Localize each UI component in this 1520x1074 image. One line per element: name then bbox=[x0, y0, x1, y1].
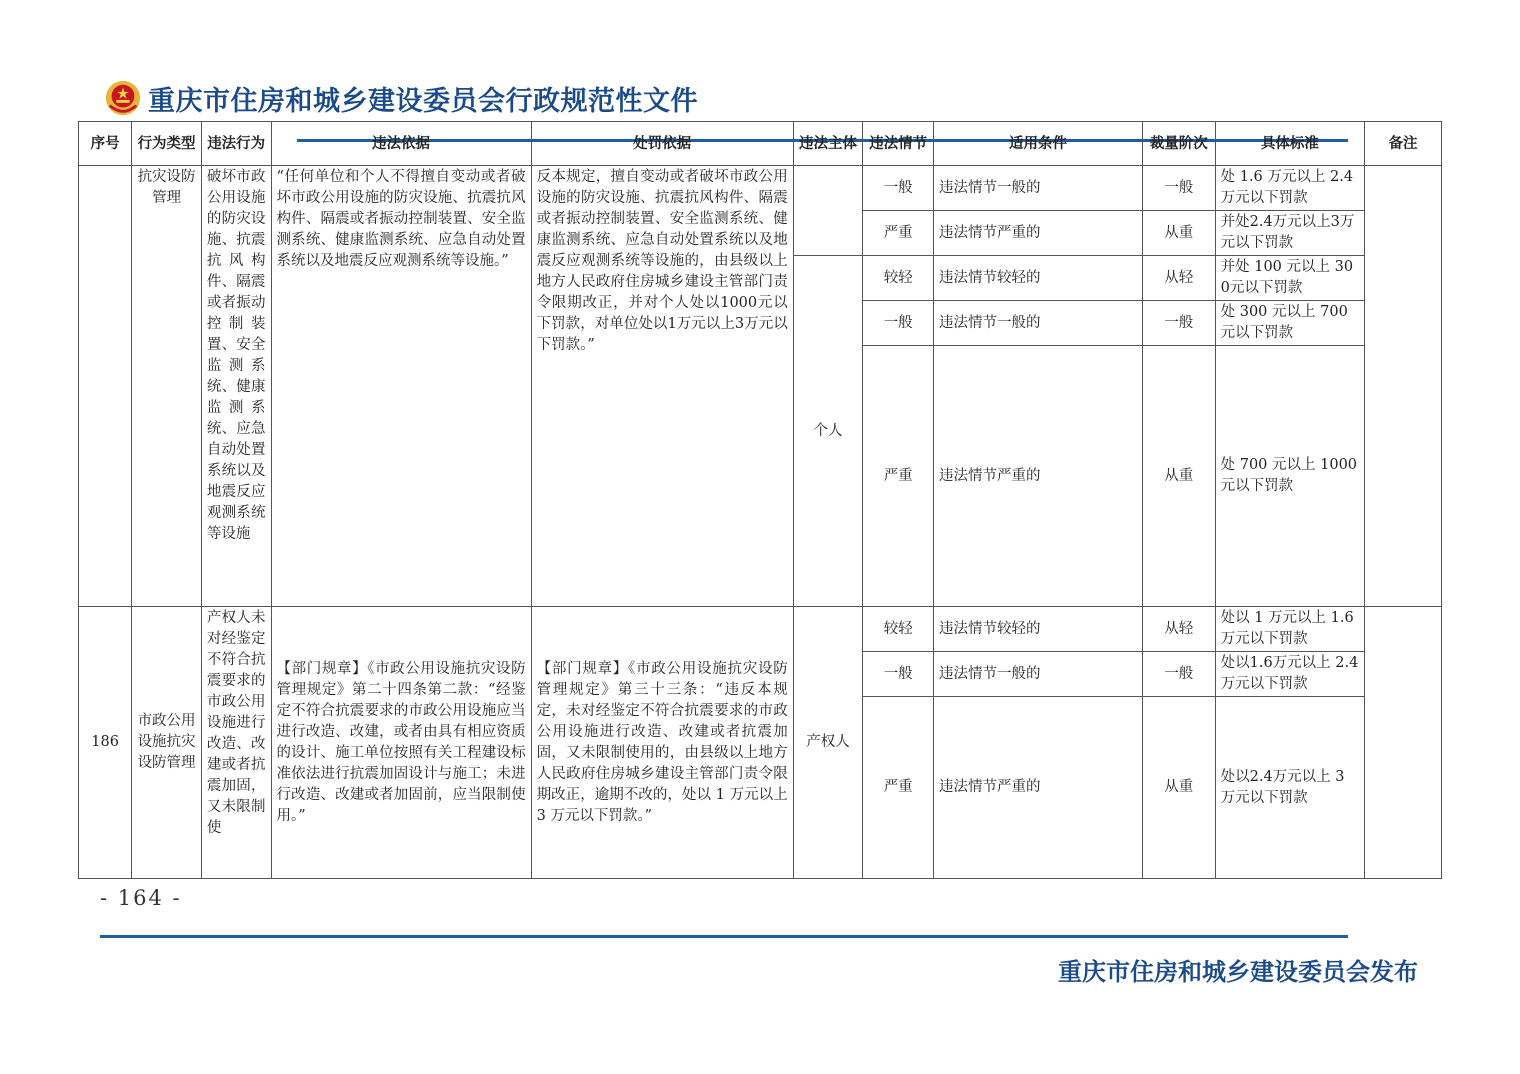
row-subject: 产权人 bbox=[793, 607, 863, 879]
col-header-standard: 具体标准 bbox=[1215, 122, 1365, 166]
footer-publisher: 重庆市住房和城乡建设委员会发布 bbox=[1058, 958, 1418, 986]
row-stage: 从轻 bbox=[1142, 607, 1215, 652]
row-stage: 一般 bbox=[1142, 301, 1215, 346]
table-row bbox=[79, 166, 1442, 211]
col-header-category: 行为类型 bbox=[132, 122, 202, 166]
row-standard: 处 300 元以上 700 元以下罚款 bbox=[1215, 301, 1365, 346]
row-condition: 违法情节一般的 bbox=[934, 652, 1143, 697]
row-condition: 违法情节严重的 bbox=[934, 697, 1143, 879]
row-degree: 较轻 bbox=[863, 256, 934, 301]
row-stage: 一般 bbox=[1142, 166, 1215, 211]
table-header-row bbox=[79, 122, 1442, 166]
row-degree: 严重 bbox=[863, 697, 934, 879]
col-header-remarks: 备注 bbox=[1365, 122, 1442, 166]
row-degree: 一般 bbox=[863, 652, 934, 697]
row-behavior: 产权人未对经鉴定不符合抗震要求的市政公用设施进行改造、改建或者抗震加固，又未限制使 bbox=[201, 607, 271, 879]
col-header-condition: 适用条件 bbox=[934, 122, 1143, 166]
penalty-table bbox=[78, 121, 1442, 879]
row-subject: 个人 bbox=[793, 256, 863, 607]
row-legal-basis: 【部门规章】《市政公用设施抗灾设防管理规定》第二十四条第二款：“经鉴定不符合抗震要求的市政公用设施应当进行改造、改建，或者由具有相应资质的设计、施工单位按照有关工程建设标准依法进行抗震加固设计与施工；未进行改造、改建或者加固前，应当限制使用。” bbox=[271, 607, 531, 879]
row-condition: 违法情节一般的 bbox=[934, 166, 1143, 211]
row-number bbox=[79, 166, 132, 607]
col-header-behavior: 违法行为 bbox=[201, 122, 271, 166]
row-behavior: 破坏市政公用设施的防灾设施、抗震抗风构件、隔震或者振动控制装置、安全监测系统、健康监测系统、应急自动处置系统以及地震反应观测系统等设施 bbox=[201, 166, 271, 607]
col-header-basis: 违法依据 bbox=[271, 122, 531, 166]
row-degree: 一般 bbox=[863, 301, 934, 346]
national-emblem-icon bbox=[104, 79, 142, 117]
row-standard: 处 700 元以上 1000 元以下罚款 bbox=[1215, 346, 1365, 607]
row-condition: 违法情节严重的 bbox=[934, 211, 1143, 256]
table-row bbox=[79, 607, 1442, 652]
document-title: 重庆市住房和城乡建设委员会行政规范性文件 bbox=[148, 85, 698, 117]
row-subject-empty bbox=[793, 166, 863, 256]
row-standard: 处以2.4万元以上 3 万元以下罚款 bbox=[1215, 697, 1365, 879]
row-category: 市政公用设施抗灾设防管理 bbox=[132, 607, 202, 879]
row-remarks bbox=[1365, 166, 1442, 607]
row-stage: 从轻 bbox=[1142, 256, 1215, 301]
row-stage: 从重 bbox=[1142, 211, 1215, 256]
row-standard: 处以1.6万元以上 2.4 万元以下罚款 bbox=[1215, 652, 1365, 697]
row-condition: 违法情节一般的 bbox=[934, 301, 1143, 346]
row-number: 186 bbox=[79, 607, 132, 879]
row-stage: 一般 bbox=[1142, 652, 1215, 697]
row-standard: 并处 100 元以上 300元以下罚款 bbox=[1215, 256, 1365, 301]
row-condition: 违法情节较轻的 bbox=[934, 256, 1143, 301]
row-remarks bbox=[1365, 607, 1442, 879]
row-condition: 违法情节较轻的 bbox=[934, 607, 1143, 652]
page-number: - 164 - bbox=[100, 886, 182, 910]
row-standard: 并处2.4万元以上3万元以下罚款 bbox=[1215, 211, 1365, 256]
row-degree: 一般 bbox=[863, 166, 934, 211]
row-stage: 从重 bbox=[1142, 346, 1215, 607]
col-header-penalty: 处罚依据 bbox=[531, 122, 793, 166]
row-condition: 违法情节严重的 bbox=[934, 346, 1143, 607]
row-degree: 严重 bbox=[863, 346, 934, 607]
row-degree: 严重 bbox=[863, 211, 934, 256]
col-header-degree: 违法情节 bbox=[863, 122, 934, 166]
row-legal-basis: “任何单位和个人不得擅自变动或者破坏市政公用设施的防灾设施、抗震抗风构件、隔震或者振动控制装置、安全监测系统、健康监测系统、应急自动处置系统以及地震反应观测系统等设施。” bbox=[271, 166, 531, 607]
document-header bbox=[104, 78, 698, 118]
col-header-stage: 裁量阶次 bbox=[1142, 122, 1215, 166]
row-stage: 从重 bbox=[1142, 697, 1215, 879]
row-penalty-basis: 反本规定，擅自变动或者破坏市政公用设施的防灾设施、抗震抗风构件、隔震或者振动控制装置、安全监测系统、健康监测系统、应急自动处置系统以及地震反应观测系统等设施的，由县级以上地方人民政府住房城乡建设主管部门责令限期改正，并对个人处以1000元以下罚款，对单位处以1万元以上3万元以下罚款。” bbox=[531, 166, 793, 607]
footer-divider bbox=[100, 935, 1348, 938]
row-degree: 较轻 bbox=[863, 607, 934, 652]
row-standard: 处以 1 万元以上 1.6 万元以下罚款 bbox=[1215, 607, 1365, 652]
row-category: 抗灾设防管理 bbox=[132, 166, 202, 607]
col-header-subject: 违法主体 bbox=[793, 122, 863, 166]
row-penalty-basis: 【部门规章】《市政公用设施抗灾设防管理规定》第三十三条：“违反本规定，未对经鉴定不符合抗震要求的市政公用设施进行改造、改建或者抗震加固，又未限制使用的，由县级以上地方人民政府住房城乡建设主管部门责令限期改正，逾期不改的，处以 1 万元以上 3 万元以下罚款。” bbox=[531, 607, 793, 879]
row-standard: 处 1.6 万元以上 2.4 万元以下罚款 bbox=[1215, 166, 1365, 211]
col-header-number: 序号 bbox=[79, 122, 132, 166]
